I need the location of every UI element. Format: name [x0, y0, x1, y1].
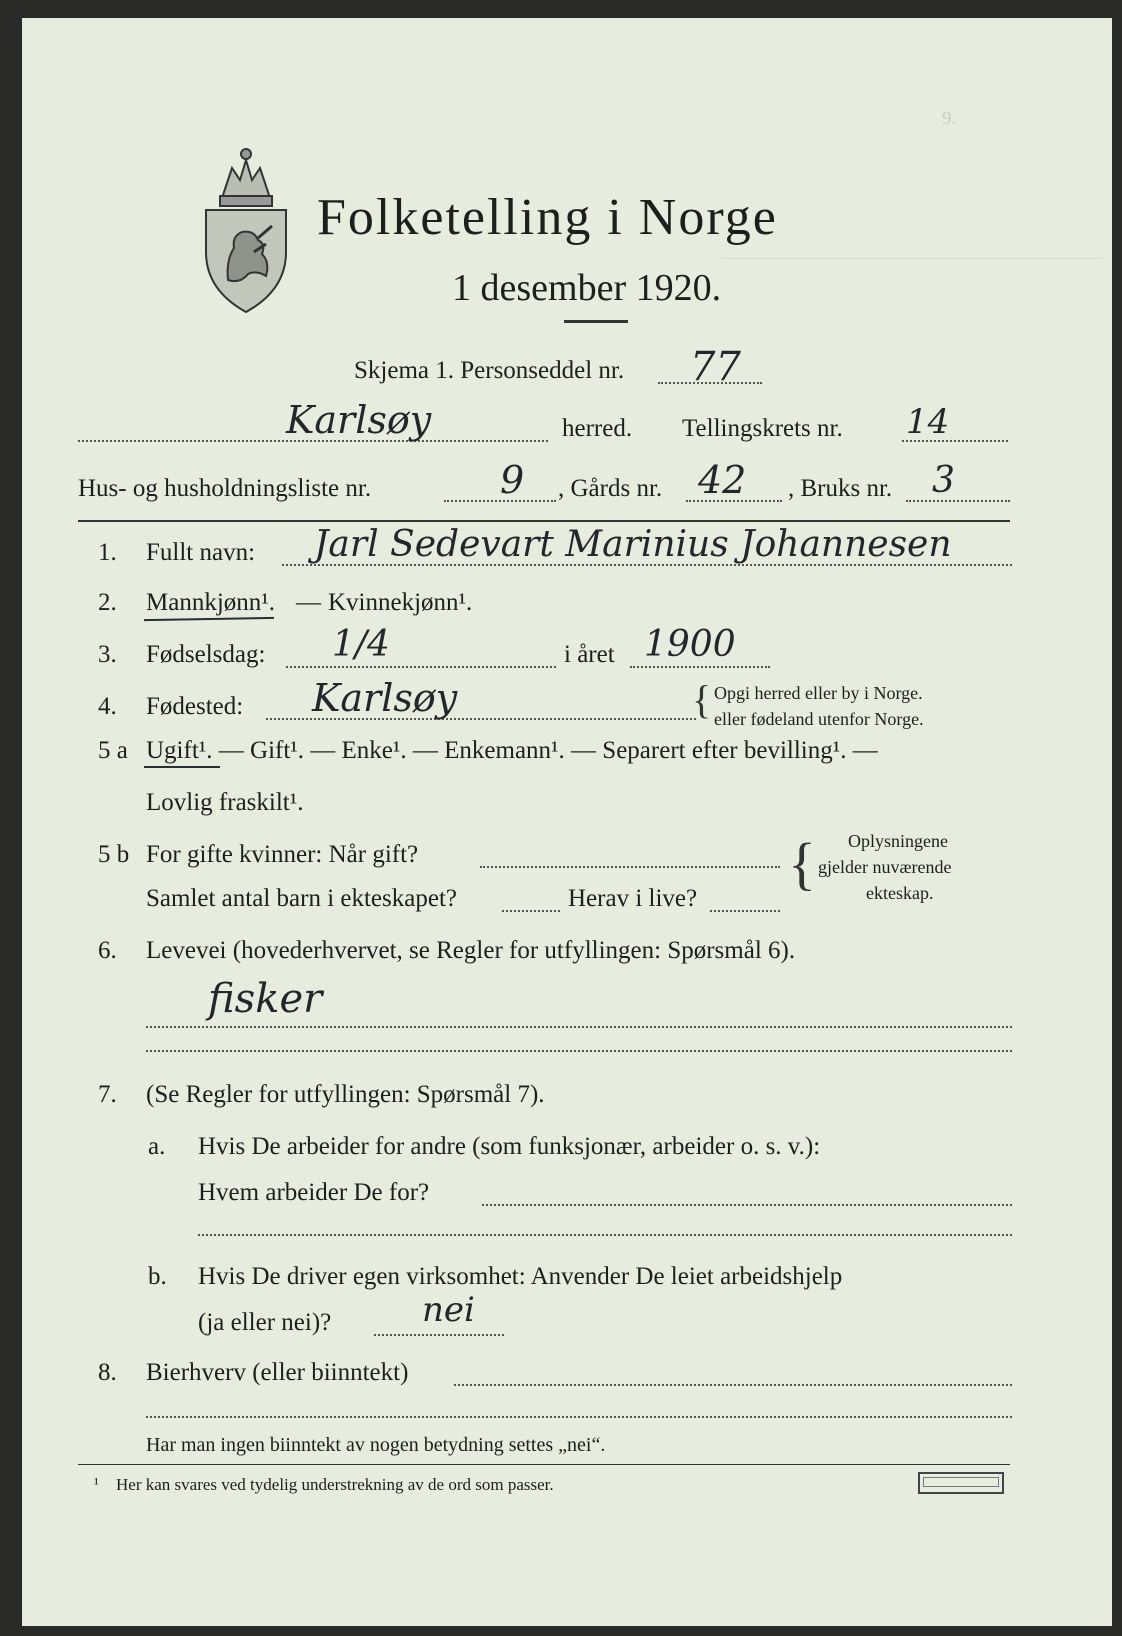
q7a-answer-line [482, 1204, 1012, 1206]
q3-day-value: 1/4 [332, 624, 390, 665]
q7a-line2: Hvem arbeider De for? [198, 1179, 430, 1206]
q8-label: Bierhverv (eller biinntekt) [146, 1359, 409, 1386]
q1-value: Jarl Sedevart Marinius Johannesen [314, 524, 952, 565]
q1-number: 1. [98, 539, 117, 566]
krets-label: Tellingskrets nr. [682, 415, 843, 442]
q5b-children-line [502, 910, 560, 912]
q1-label: Fullt navn: [146, 539, 256, 566]
bleed-through-line [722, 258, 1102, 259]
q5b-alive-label: Herav i live? [568, 885, 698, 912]
q4-brace: { [692, 677, 712, 722]
q5a-ugift-underline [144, 766, 220, 768]
q3-year-label: i året [564, 641, 615, 668]
q7a-line1: Hvis De arbeider for andre (som funksjonær, arbeider o. s. v.): [198, 1133, 821, 1160]
q5b-line1: For gifte kvinner: Når gift? [146, 841, 419, 868]
q5b-note2: gjelder nuværende [818, 857, 952, 877]
q7a-number: a. [148, 1133, 166, 1160]
q7b-answer-line [374, 1334, 504, 1336]
census-date: 1 desember 1920. [452, 267, 722, 309]
schema-no-value: 77 [690, 344, 741, 390]
q3-number: 3. [98, 641, 117, 668]
herred-value: Karlsøy [286, 398, 432, 442]
census-form [22, 18, 1112, 1626]
q5b-note3: ekteskap. [866, 883, 934, 903]
q4-number: 4. [98, 693, 117, 720]
form-title: Folketelling i Norge [317, 189, 778, 246]
q5a-line1: Ugift¹. — Gift¹. — Enke¹. — Enkemann¹. — Separert efter bevilling¹. — [146, 737, 878, 764]
q6-line1 [146, 1026, 1012, 1028]
q8-line [454, 1384, 1012, 1386]
hus-no-value: 9 [500, 458, 525, 502]
q7b-line2: (ja eller nei)? [198, 1309, 332, 1336]
coat-of-arms-icon [192, 140, 300, 315]
q5b-children-label: Samlet antal barn i ekteskapet? [146, 885, 457, 912]
q6-label: Levevei (hovederhvervet, se Regler for utfyllingen: Spørsmål 6). [146, 937, 796, 964]
q5a-number: 5 a [98, 737, 128, 764]
q6-number: 6. [98, 937, 117, 964]
q3-label: Fødselsdag: [146, 641, 266, 668]
q5b-note1: Oplysningene [848, 831, 948, 851]
bruks-label: , Bruks nr. [788, 475, 893, 502]
q2-dash: — [296, 589, 321, 616]
q7b-number: b. [148, 1263, 167, 1290]
q4-label: Fødested: [146, 693, 244, 720]
hus-label: Hus- og husholdningsliste nr. [78, 475, 372, 502]
printer-stamp [918, 1472, 1004, 1494]
q5b-brace: { [788, 831, 816, 896]
q8-number: 8. [98, 1359, 117, 1386]
q3-day-line [286, 666, 556, 668]
q2-female: Kvinnekjønn¹. [328, 589, 473, 616]
q2-number: 2. [98, 589, 117, 616]
q8-line2 [146, 1416, 1012, 1418]
footnote-divider [78, 1464, 1010, 1465]
gards-label: , Gårds nr. [558, 475, 663, 502]
bleed-through-text: 9. [942, 108, 957, 129]
q7a-answer-line2 [198, 1234, 1012, 1236]
q6-line2 [146, 1050, 1012, 1052]
q5b-married-line [480, 866, 780, 868]
q6-value: fisker [208, 976, 323, 1022]
q4-value: Karlsøy [312, 676, 458, 720]
q7-number: 7. [98, 1081, 117, 1108]
footnote-mark: ¹ [94, 1476, 99, 1493]
q7b-value: nei [422, 1290, 475, 1330]
q3-year-line [630, 666, 770, 668]
herred-label: herred. [562, 415, 633, 442]
q5a-line2: Lovlig fraskilt¹. [146, 789, 304, 816]
q2-male: Mannkjønn¹. [146, 589, 276, 616]
q7b-line1: Hvis De driver egen virksomhet: Anvender De leiet arbeidshjelp [198, 1263, 843, 1290]
bruks-no-value: 3 [932, 460, 955, 501]
q7-label: (Se Regler for utfyllingen: Spørsmål 7). [146, 1081, 545, 1108]
q5b-alive-line [710, 910, 780, 912]
title-underline [564, 320, 628, 323]
gards-no-value: 42 [698, 458, 747, 502]
footer-note: Har man ingen biinntekt av nogen betydning settes „nei“. [146, 1434, 606, 1456]
q4-note1: Opgi herred eller by i Norge. [714, 683, 923, 703]
header-divider [78, 520, 1010, 522]
q4-note2: eller fødeland utenfor Norge. [714, 709, 924, 729]
bruks-no-line [906, 500, 1010, 502]
footnote-text: Her kan svares ved tydelig understrekning av de ord som passer. [116, 1475, 554, 1494]
q5b-number: 5 b [98, 841, 130, 868]
schema-label: Skjema 1. Personseddel nr. [354, 357, 625, 384]
krets-no-value: 14 [906, 402, 950, 442]
q3-year-value: 1900 [644, 624, 736, 665]
